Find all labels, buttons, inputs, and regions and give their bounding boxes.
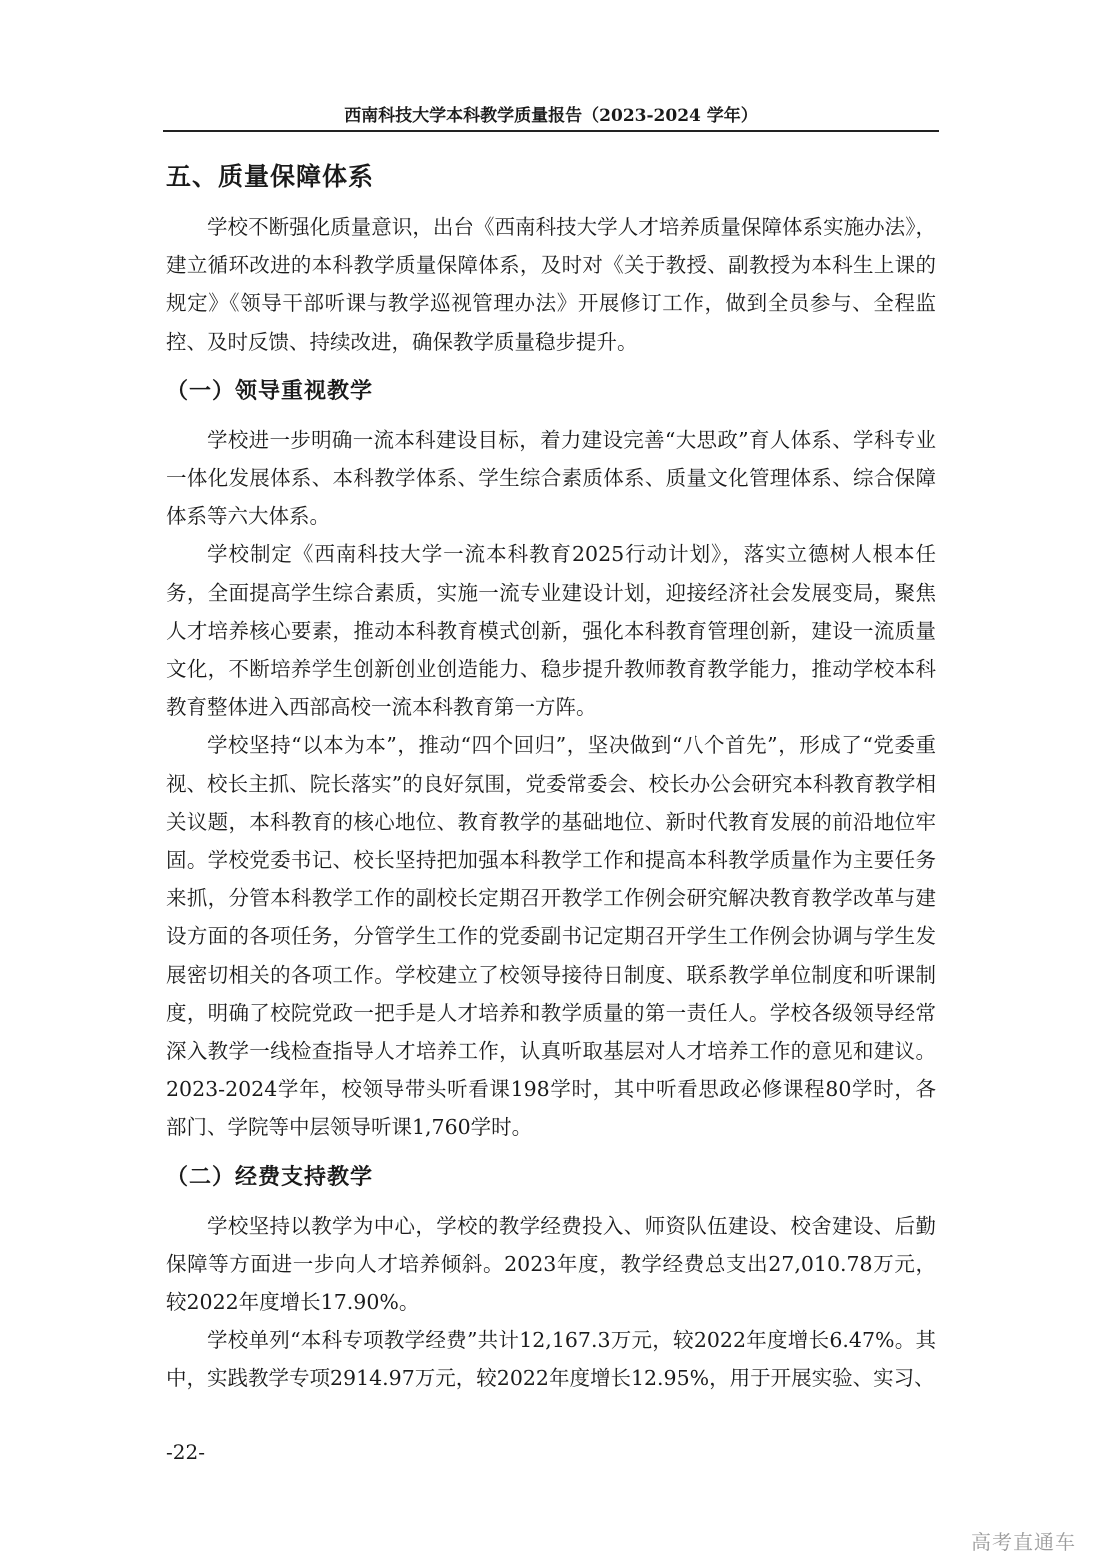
- watermark-text: 高考直通车: [971, 1530, 1076, 1554]
- subsection-1-paragraph: 学校坚持“以本为本”，推动“四个回归”，坚决做到“八个首先”，形成了“党委重视、校长主抓、院长落实”的良好氛围，党委常委会、校长办公会研究本科教育教学相关议题，本科教育的核心地位、教育教学的基础地位、新时代教育发展的前沿地位牢固。学校党委书记、校长坚持把加强本科教学工作和提高本科教学质量作为主要任务来抓，分管本科教学工作的副校长定期召开教学工作例会研究解决教育教学改革与建设方面的各项任务，分管学生工作的党委副书记定期召开学生工作例会协调与学生发展密切相关的各项工作。学校建立了校领导接待日制度、联系教学单位制度和听课制度，明确了校院党政一把手是人才培养和教学质量的第一责任人。学校各级领导经常深入教学一线检查指导人才培养工作，认真听取基层对人才培养工作的意见和建议。2023-2024学年，校领导带头听看课198学时，其中听看思政必修课程80学时，各部门、学院等中层领导听课1,760学时。: [166, 733, 936, 1140]
- subsection-2-paragraph: 学校坚持以教学为中心，学校的教学经费投入、师资队伍建设、校舍建设、后勤保障等方面进一步向人才培养倾斜。2023年度，教学经费总支出27,010.78万元，较2022年度增长17.90%。: [166, 1213, 936, 1315]
- subsection-1-paragraph: 学校制定《西南科技大学一流本科教育2025行动计划》，落实立德树人根本任务，全面提高学生综合素质，实施一流专业建设计划，迎接经济社会发展变局，聚焦人才培养核心要素，推动本科教育模式创新，强化本科教育管理创新，建设一流质量文化，不断培养学生创新创业创造能力、稳步提升教师教育教学能力，推动学校本科教育整体进入西部高校一流本科教育第一方阵。: [166, 542, 936, 720]
- subsection-1-paragraph: 学校进一步明确一流本科建设目标，着力建设完善“大思政”育人体系、学科专业一体化发展体系、本科教学体系、学生综合素质体系、质量文化管理体系、综合保障体系等六大体系。: [166, 427, 936, 529]
- page-content: [166, 152, 936, 1398]
- running-header: [163, 102, 939, 132]
- subsection-1-heading-wrap: [166, 367, 936, 417]
- section-intro-paragraph: 学校不断强化质量意识，出台《西南科技大学人才培养质量保障体系实施办法》，建立循环改进的本科教学质量保障体系，及时对《关于教授、副教授为本科生上课的规定》《领导干部听课与教学巡视管理办法》开展修订工作，做到全员参与、全程监控、及时反馈、持续改进，确保教学质量稳步提升。: [166, 215, 936, 354]
- subsection-1-title: （一）领导重视教学: [166, 378, 374, 404]
- subsection-2-paragraph: 学校单列“本科专项教学经费”共计12,167.3万元，较2022年度增长6.47%。其中，实践教学专项2914.97万元，较2022年度增长12.95%，用于开展实验、实习、: [166, 1328, 936, 1391]
- page-number: -22-: [166, 1440, 205, 1464]
- header-title: 西南科技大学本科教学质量报告（2023-2024 学年）: [344, 106, 758, 126]
- section-title: 五、质量保障体系: [166, 162, 375, 191]
- subsection-2-heading-wrap: [166, 1153, 936, 1203]
- subsection-2-title: （二）经费支持教学: [166, 1164, 374, 1190]
